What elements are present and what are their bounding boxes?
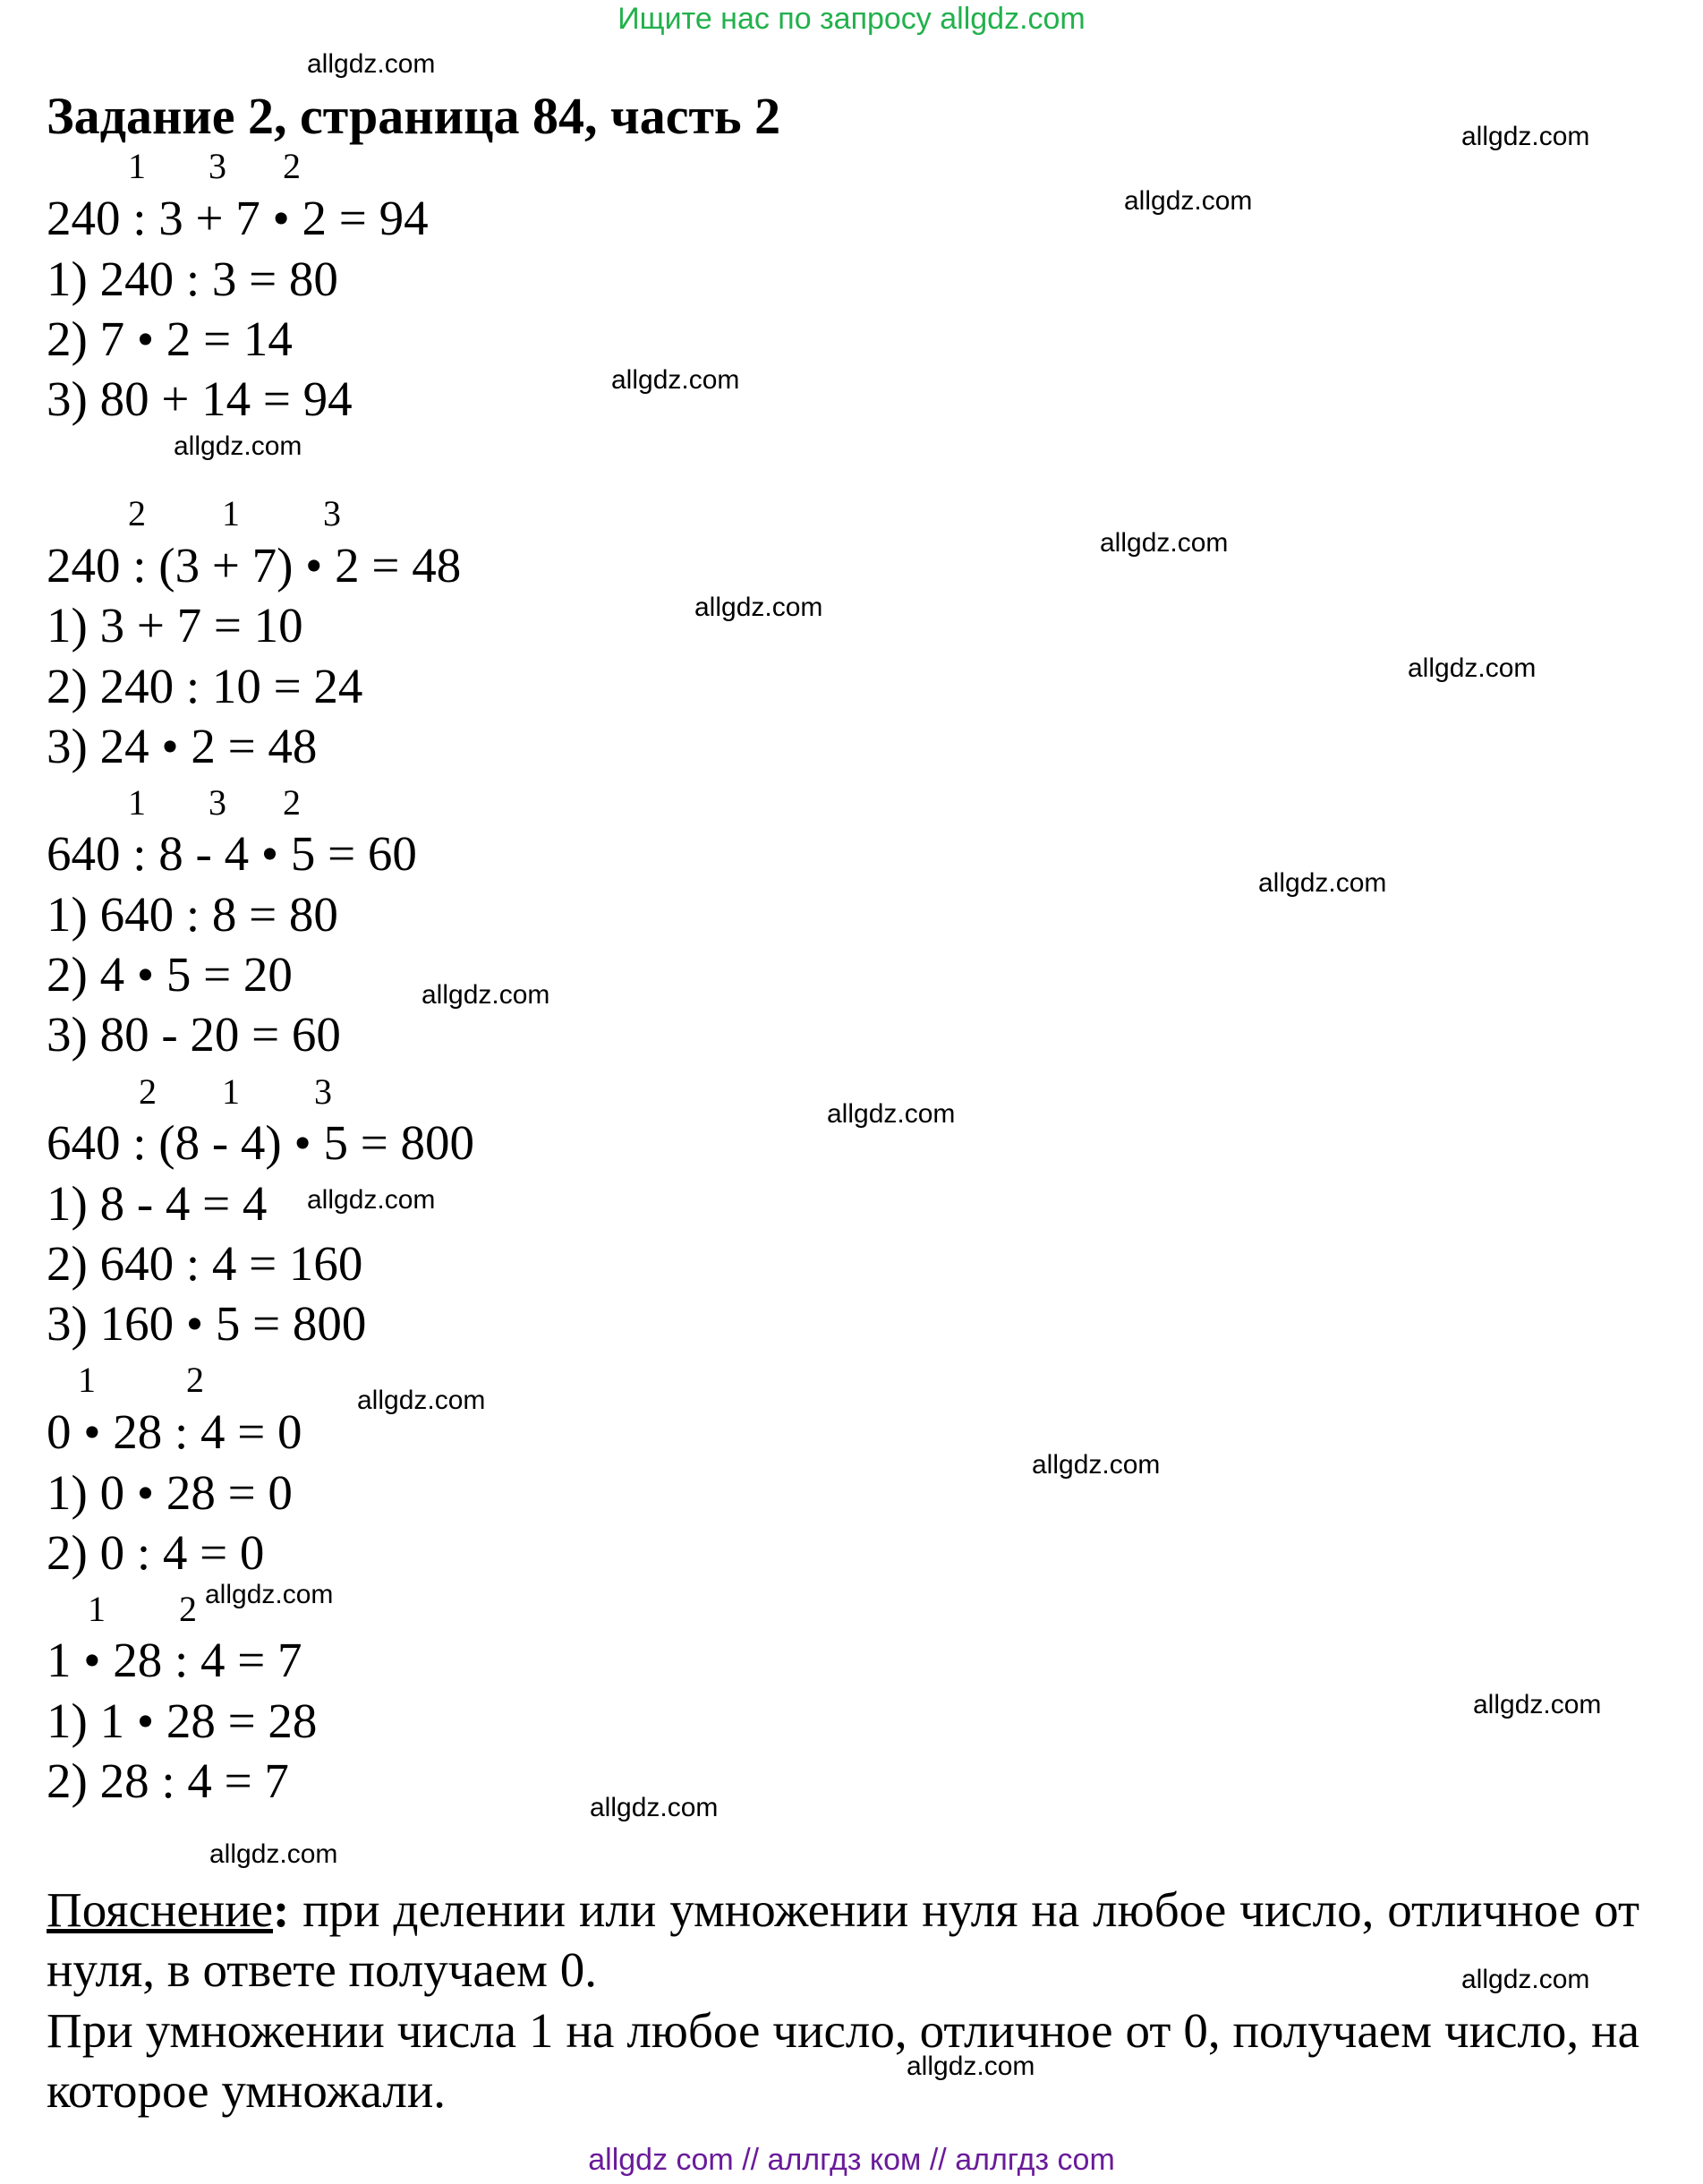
watermark: allgdz.com <box>1258 868 1387 898</box>
watermark: allgdz.com <box>1408 653 1537 683</box>
watermark: allgdz.com <box>827 1099 956 1129</box>
expression: 240 : (3 + 7) • 2 = 48 <box>47 538 462 593</box>
explanation-label: Пояснение <box>47 1882 274 1937</box>
explanation-paragraph-2: При умножении числа 1 на любое число, отличное от 0, получаем число, на которое умножали. <box>47 2003 1639 2118</box>
order-number: 1 <box>78 1360 96 1400</box>
watermark: allgdz.com <box>1473 1690 1602 1719</box>
order-number: 3 <box>323 493 341 533</box>
order-number: 2 <box>179 1589 197 1629</box>
order-number: 2 <box>283 782 301 823</box>
watermark: allgdz.com <box>1032 1450 1161 1480</box>
bottom-links[interactable]: allgdz com // аллгдз ком // аллгдз com <box>588 2143 1115 2177</box>
explanation-colon: : <box>273 1882 290 1937</box>
watermark: allgdz.com <box>1100 528 1229 558</box>
expression: 640 : (8 - 4) • 5 = 800 <box>47 1115 475 1170</box>
order-number: 1 <box>88 1589 106 1629</box>
order-number: 1 <box>128 146 146 186</box>
watermark: allgdz.com <box>1461 1965 1590 1994</box>
step: 1) 0 • 28 = 0 <box>47 1465 293 1520</box>
step: 3) 160 • 5 = 800 <box>47 1296 367 1351</box>
watermark: allgdz.com <box>590 1793 719 1822</box>
order-number: 3 <box>209 782 226 823</box>
step: 2) 28 : 4 = 7 <box>47 1753 289 1808</box>
step: 3) 80 - 20 = 60 <box>47 1007 341 1062</box>
top-banner[interactable]: Ищите нас по запросу allgdz.com <box>617 2 1086 36</box>
watermark: allgdz.com <box>611 365 740 395</box>
order-number: 1 <box>222 493 240 533</box>
order-number: 3 <box>314 1071 332 1112</box>
order-number: 2 <box>283 146 301 186</box>
step: 2) 7 • 2 = 14 <box>47 311 293 366</box>
expression: 0 • 28 : 4 = 0 <box>47 1404 302 1459</box>
watermark: allgdz.com <box>421 980 550 1010</box>
watermark: allgdz.com <box>209 1839 338 1869</box>
step: 1) 8 - 4 = 4 <box>47 1176 268 1231</box>
step: 3) 80 + 14 = 94 <box>47 371 353 426</box>
explanation-text: при делении или умножении нуля на любое число, отличное от нуля, в ответе получаем 0. <box>47 1882 1639 1997</box>
watermark: allgdz.com <box>205 1580 334 1609</box>
order-number: 1 <box>222 1071 240 1112</box>
explanation-paragraph-1 <box>47 1880 1639 2000</box>
step: 1) 1 • 28 = 28 <box>47 1693 318 1748</box>
watermark: allgdz.com <box>1461 122 1590 151</box>
watermark: allgdz.com <box>907 2052 1035 2081</box>
watermark: allgdz.com <box>307 49 436 79</box>
order-number: 3 <box>209 146 226 186</box>
step: 2) 0 : 4 = 0 <box>47 1525 265 1580</box>
step: 2) 240 : 10 = 24 <box>47 659 363 713</box>
expression: 640 : 8 - 4 • 5 = 60 <box>47 826 417 881</box>
page-title: Задание 2, страница 84, часть 2 <box>47 87 781 145</box>
order-number: 1 <box>128 782 146 823</box>
step: 1) 3 + 7 = 10 <box>47 598 303 653</box>
order-number: 2 <box>186 1360 204 1400</box>
watermark: allgdz.com <box>174 431 302 461</box>
step: 2) 4 • 5 = 20 <box>47 947 293 1002</box>
order-number: 2 <box>128 493 146 533</box>
step: 2) 640 : 4 = 160 <box>47 1236 363 1291</box>
watermark: allgdz.com <box>357 1386 486 1415</box>
expression: 1 • 28 : 4 = 7 <box>47 1633 302 1687</box>
watermark: allgdz.com <box>694 593 823 622</box>
step: 1) 240 : 3 = 80 <box>47 252 338 306</box>
step: 1) 640 : 8 = 80 <box>47 887 338 942</box>
watermark: allgdz.com <box>307 1185 436 1215</box>
watermark: allgdz.com <box>1124 186 1253 216</box>
expression: 240 : 3 + 7 • 2 = 94 <box>47 191 429 245</box>
order-number: 2 <box>139 1071 157 1112</box>
step: 3) 24 • 2 = 48 <box>47 719 318 773</box>
